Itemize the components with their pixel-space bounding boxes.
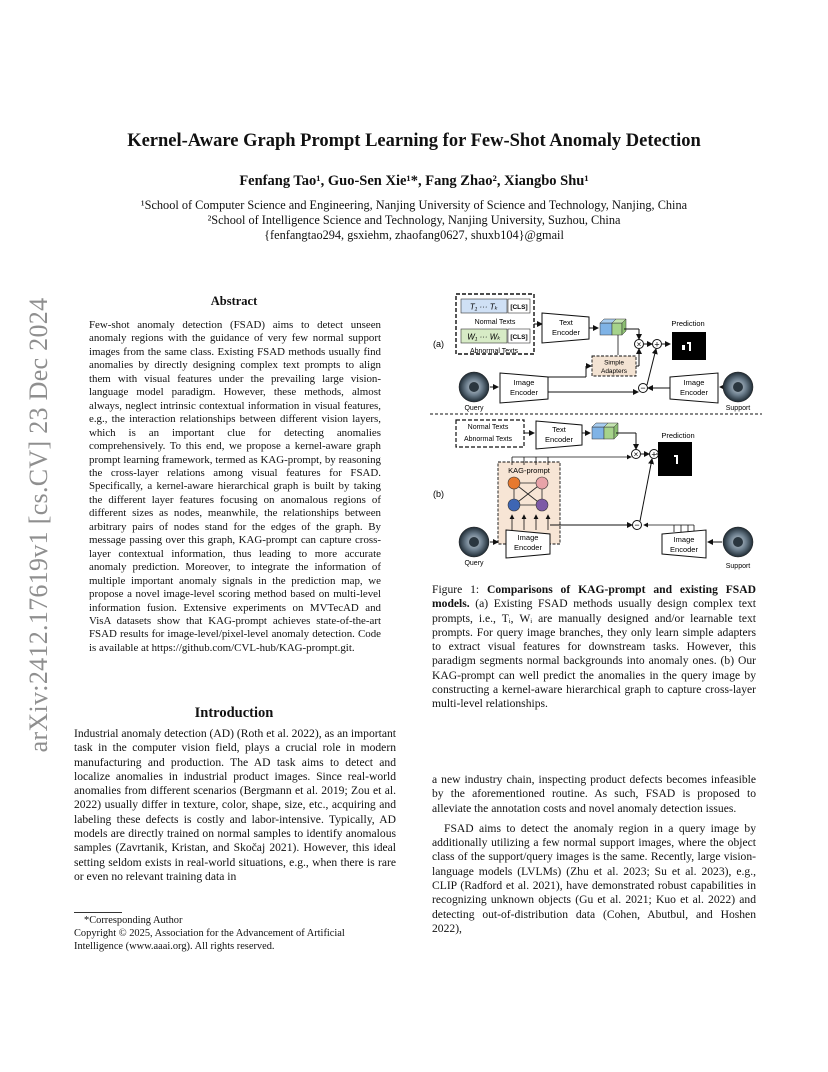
paper-title: Kernel-Aware Graph Prompt Learning for Few-Shot Anomaly Detection (127, 131, 701, 151)
cls-label-2: [CLS] (510, 334, 528, 341)
abnormal-texts-label-a: Abnormal Texts (469, 348, 519, 355)
image-encoder-b-label-1: Image (517, 533, 539, 542)
caption-label: Figure 1: (432, 583, 480, 596)
caption-text: (a) Existing FSAD methods usually design complex text prompts, i.e., Tᵢ, Wᵢ are manually designed and/or learnable text prompts. For query image branches, they only learn simple adapters to extract visual features for downstream tasks. However, this paradigm segments normal backgrounds into anomaly ones. (b) Our KAG-prompt can well predict the anomalies in the query image by constructing a kernel-aware hierarchical graph to capture cross-layer multi-level relationships. (432, 597, 756, 711)
image-encoder-b-support-label-2: Encoder (670, 545, 698, 554)
arxiv-id: arXiv:2412.17619v1 [cs.CV] 23 Dec 2024 (24, 297, 53, 753)
w-prompt-tokens: W₁ ··· Wₖ (467, 332, 501, 342)
right-paragraph-1: a new industry chain, inspecting product defects becomes infeasible by the aforementioned routine. As such, FSAD is proposed to alleviate the annotation costs and novel anomaly detection issues. (432, 773, 756, 815)
prediction-map-b (658, 442, 692, 476)
simple-adapters-label-1: Simple (604, 359, 624, 367)
caption-bold-title: Comparisons of KAG-prompt and existing FSAD models. (432, 583, 756, 611)
multiply-symbol-a: × (636, 340, 642, 349)
image-encoder-b-label-2: Encoder (514, 543, 542, 552)
corresponding-author-note: *Corresponding Author (84, 915, 183, 926)
text-feature-cube-a (600, 319, 626, 335)
abnormal-texts-label-b: Abnormal Texts (463, 436, 513, 443)
image-encoder-a-label-1: Image (513, 378, 535, 387)
right-paragraph-2: FSAD aims to detect the anomaly region in a query image by additionally utilizing a few normal support images, where the object class of the support/query images is the same. Recently, large vision-language models (LVLMs) (Zhu et al. 2023; Su et al. 2023), e.g., CLIP (Radford et al. 2021), have demonstrated robust capabilities in recognizing unknown objects (Gu et al. 2021; Kuo et al. 2022) and detecting out-of-distribution data (Cohen, Abutbul, and Hoshen 2022), (432, 821, 756, 935)
prediction-label-a: Prediction (671, 319, 705, 328)
image-encoder-a-support-label-1: Image (683, 378, 705, 387)
arxiv-sidebar-stamp (14, 290, 64, 760)
figure-1-diagram (426, 287, 766, 577)
normal-texts-label-a: Normal Texts (474, 319, 516, 326)
kag-prompt-label: KAG-prompt (508, 466, 550, 475)
normal-texts-label-b: Normal Texts (467, 424, 509, 431)
t-prompt-tokens: T₁ ··· Tₖ (469, 302, 499, 312)
query-label-b: Query (464, 560, 484, 567)
add-symbol-b: + (651, 449, 657, 460)
copyright-notice: Copyright © 2025, Association for the Advancement of Artificial Intelligence (www.aaai.org). All rights reserved. (74, 928, 345, 952)
text-encoder-b-label-2: Encoder (545, 435, 573, 444)
subtract-symbol-b: − (634, 520, 640, 530)
affiliation-1: ¹School of Computer Science and Engineering, Nanjing University of Science and Technology, Nanjing, China (140, 198, 688, 212)
text-feature-cube-b (592, 423, 618, 439)
subtract-symbol-a: − (640, 383, 646, 393)
figure-1 (426, 287, 766, 577)
panel-b-label: (b) (433, 489, 444, 499)
text-encoder-b-label-1: Text (552, 425, 566, 434)
add-symbol-a: + (654, 339, 660, 350)
query-label-a: Query (464, 405, 484, 412)
abstract-body: Few-shot anomaly detection (FSAD) aims to detect unseen anomaly regions with the guidance of very few normal support images from the same class. Existing FSAD methods usually find anomalies by directly designing complex text prompts to align them with visual features under the prevailing large vision-language model paradigm. However, these methods, almost always, neglect intrinsic contextual information in visual features, e.g., the interaction relationships between different vision layers, which is an important clue for detecting anomalies comprehensively. To this end, we propose a kernel-aware graph prompt learning framework, termed as KAG-prompt, by reasoning the cross-layer relations among visual features for FSAD. Specifically, a kernel-aware hierarchical graph is built by taking the different layer features focusing on anomalous regions of different sizes as nodes, meanwhile, the relationships between arbitrary pairs of nodes stand for the edges of the graph. By message passing over this graph, KAG-prompt can capture cross-layer contextual information, thus leading to more accurate anomaly prediction. Moreover, to integrate the information of multiple important anomaly signals in the prediction map, we propose a novel image-level scoring method based on multi-level information fusion. Extensive experiments on MVTecAD and VisA datasets show that KAG-prompt achieves state-of-the-art FSAD results for image-level/pixel-level anomaly detection. Code is available at https://github.com/CVL-hub/KAG-prompt.git. (89, 319, 381, 654)
text-encoder-a-label-2: Encoder (552, 328, 580, 337)
footnotes (74, 914, 396, 953)
prediction-label-b: Prediction (661, 431, 695, 440)
support-label-b: Support (725, 563, 751, 570)
image-encoder-a-label-2: Encoder (510, 388, 538, 397)
right-column-body (432, 773, 756, 936)
author-list: Fenfang Tao¹, Guo-Sen Xie¹*, Fang Zhao², Xiangbo Shu¹ (239, 173, 589, 189)
simple-adapters-label-2: Adapters (600, 368, 628, 375)
abstract-heading: Abstract (210, 294, 258, 308)
introduction-body: Industrial anomaly detection (AD) (Roth et al. 2022), as an important task in the computer vision field, plays a crucial role in modern manufacturing and production. The AD task aims to detect and localize anomalies in industrial product images. Since real-world anomalies from different scenarios (Bergmann et al. 2019; Zou et al. 2022) usually differ in texture, color, shape, size, etc., acquiring and labeling these defects is costly and labor-intensive. Typically, AD models are directly trained on normal samples to identify anomalous samples (Zavrtanik, Kristan, and Skočaj 2021). However, this ideal setting seldom exists in real-world situations, e.g., when there is rare or even no relevant training data in (74, 727, 396, 883)
affiliation-2: ²School of Intelligence Science and Technology, Nanjing University, Suzhou, China (207, 213, 621, 227)
panel-a-label: (a) (433, 339, 444, 349)
text-encoder-a-label-1: Text (559, 318, 573, 327)
footnote-rule (74, 912, 122, 913)
introduction-heading: Introduction (194, 705, 274, 721)
image-encoder-a-support-label-2: Encoder (680, 388, 708, 397)
multiply-symbol-b: × (633, 450, 639, 459)
figure-1-caption (432, 583, 756, 712)
author-emails: {fenfangtao294, gsxiehm, zhaofang0627, shuxb104}@gmail (264, 228, 564, 242)
image-encoder-b-support-label-1: Image (673, 535, 695, 544)
cls-label-1: [CLS] (510, 304, 528, 311)
support-label-a: Support (725, 405, 751, 412)
